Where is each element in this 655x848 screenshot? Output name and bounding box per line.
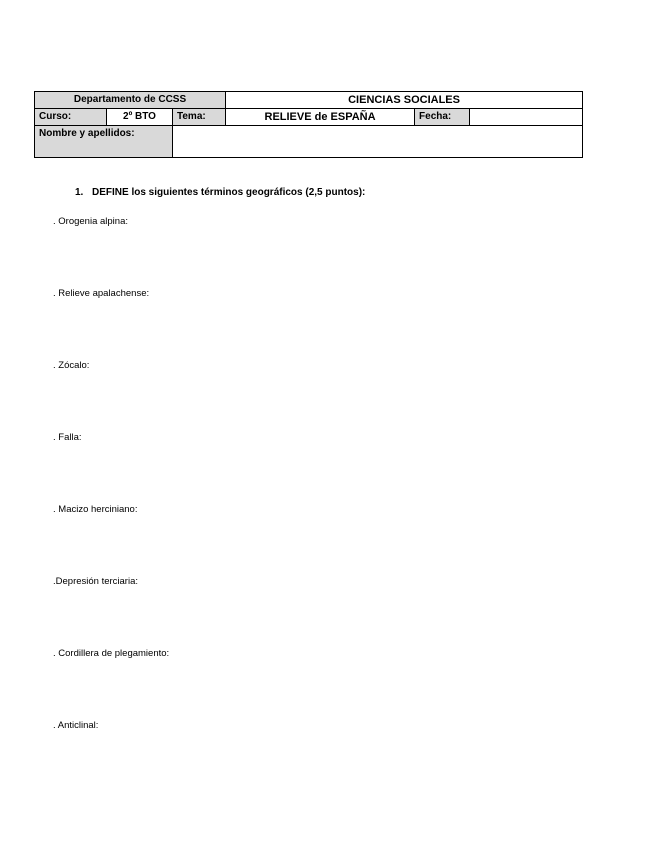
topic-label: Tema: bbox=[173, 109, 226, 126]
date-field[interactable] bbox=[470, 109, 583, 126]
term-anticlinal: . Anticlinal: bbox=[53, 720, 99, 731]
term-zocalo: . Zócalo: bbox=[53, 360, 90, 371]
date-label: Fecha: bbox=[415, 109, 470, 126]
question-number: 1. bbox=[75, 187, 84, 198]
course-value: 2º BTO bbox=[107, 109, 173, 126]
question-title bbox=[75, 187, 365, 198]
term-falla: . Falla: bbox=[53, 432, 82, 443]
topic-value: RELIEVE de ESPAÑA bbox=[226, 109, 415, 126]
term-relieve-apalachense: . Relieve apalachense: bbox=[53, 288, 150, 299]
name-label: Nombre y apellidos: bbox=[35, 126, 173, 158]
term-orogenia-alpina: . Orogenia alpina: bbox=[53, 216, 128, 227]
name-field[interactable] bbox=[173, 126, 583, 158]
course-label: Curso: bbox=[35, 109, 107, 126]
term-cordillera-plegamiento: . Cordillera de plegamiento: bbox=[53, 648, 170, 659]
exam-header-table bbox=[34, 91, 583, 158]
question-text: DEFINE los siguientes términos geográficos (2,5 puntos): bbox=[92, 187, 366, 198]
department-cell: Departamento de CCSS bbox=[35, 92, 226, 109]
subject-cell: CIENCIAS SOCIALES bbox=[226, 92, 583, 109]
term-depresion-terciaria: .Depresión terciaria: bbox=[53, 576, 139, 587]
term-macizo-herciniano: . Macizo herciniano: bbox=[53, 504, 138, 515]
